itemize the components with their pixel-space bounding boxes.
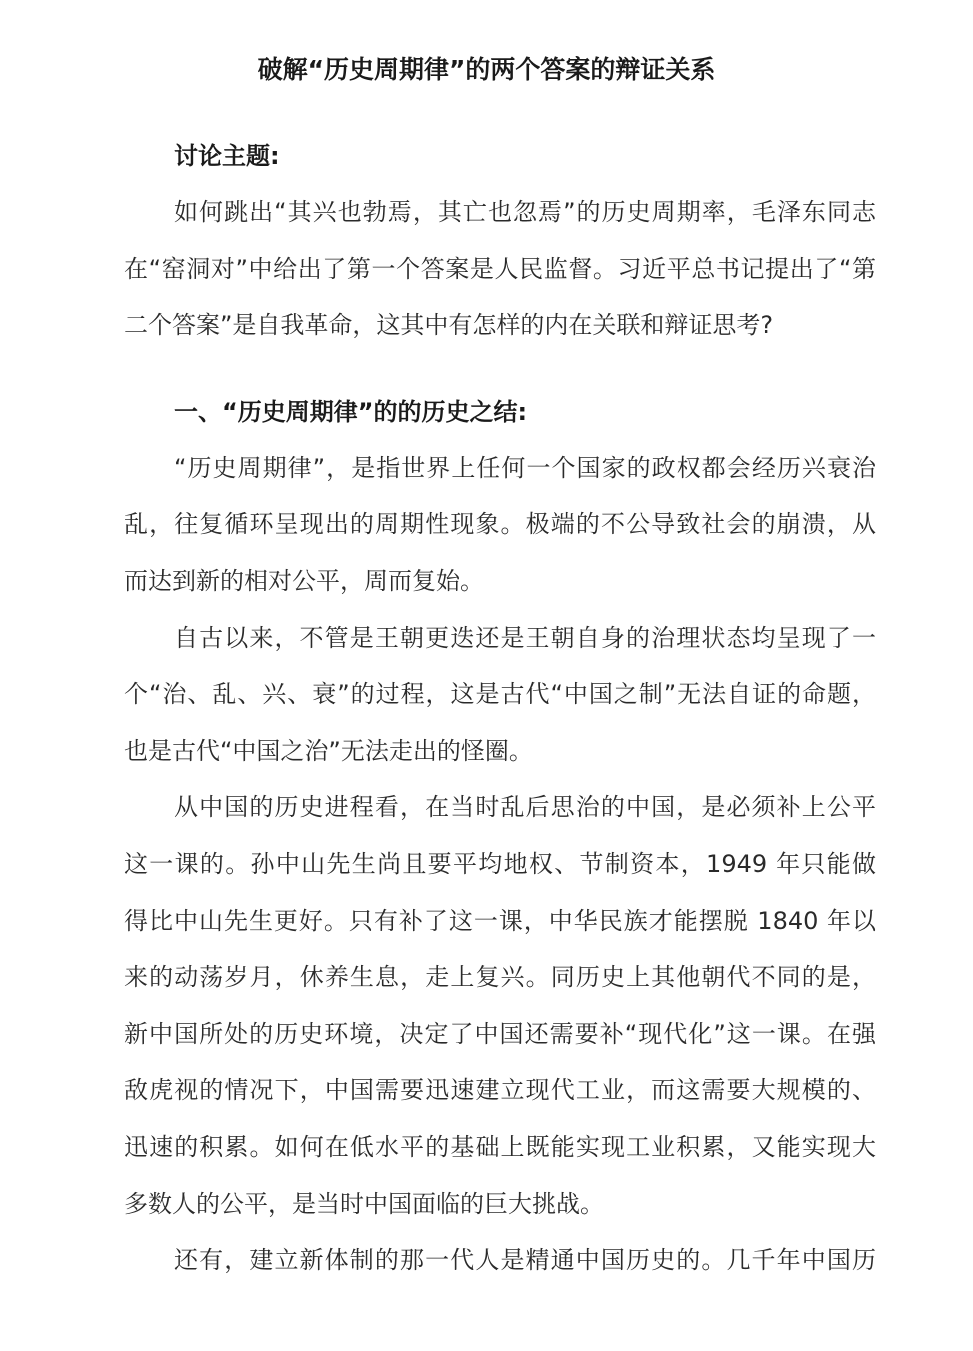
section-spacer (124, 354, 876, 384)
document-title: 破解“历史周期律”的两个答案的辩证关系 (257, 55, 716, 84)
text-line: 而达到新的相对公平，周而复始。 (124, 566, 484, 595)
paragraph-4 (124, 1232, 876, 1289)
text-line: 自古以来，不管是王朝更迭还是王朝自身的治理状态均呈现了一 (174, 623, 876, 652)
text-line: 得比中山先生更好。只有补了这一课，中华民族才能摆脱 1840 年以 (124, 906, 876, 935)
text-line: 二个答案”是自我革命，这其中有怎样的内在关联和辩证思考? (124, 311, 774, 340)
text-line: 这一课的。孙中山先生尚且要平均地权、节制资本，1949 年只能做 (124, 849, 876, 878)
text-line: 也是古代“中国之治”无法走出的怪圈。 (124, 736, 533, 765)
text-line: 在“窑洞对”中给出了第一个答案是人民监督。习近平总书记提出了“第 (124, 254, 876, 283)
text-line: 如何跳出“其兴也勃焉，其亡也忽焉”的历史周期率，毛泽东同志 (174, 198, 876, 226)
paragraph-1 (124, 440, 876, 610)
text-line: “历史周期律”，是指世界上任何一个国家的政权都会经历兴衰治 (174, 453, 876, 482)
paragraph-2 (124, 610, 876, 780)
text-line: 敌虎视的情况下，中国需要迅速建立现代工业，而这需要大规模的、 (124, 1076, 876, 1105)
text-line: 从中国的历史进程看，在当时乱后思治的中国，是必须补上公平 (174, 793, 876, 822)
text-line: 迅速的积累。如何在低水平的基础上既能实现工业积累，又能实现大 (124, 1132, 876, 1161)
text-line: 新中国所处的历史环境，决定了中国还需要补“现代化”这一课。在强 (124, 1019, 876, 1048)
discussion-paragraph (124, 184, 876, 354)
section1-heading: 一、“历史周期律”的的历史之结: (174, 397, 528, 426)
paragraph-3 (124, 779, 876, 1232)
document-body (124, 128, 876, 1289)
text-line: 多数人的公平，是当时中国面临的巨大挑战。 (124, 1189, 604, 1218)
text-line: 还有，建立新体制的那一代人是精通中国历史的。几千年中国历 (174, 1246, 876, 1275)
text-line: 来的动荡岁月，休养生息，走上复兴。同历史上其他朝代不同的是， (124, 963, 876, 992)
discussion-heading: 讨论主题: (174, 142, 280, 170)
text-line: 个“治、乱、兴、衰”的过程，这是古代“中国之制”无法自证的命题， (124, 680, 876, 709)
text-line: 乱，往复循环呈现出的周期性现象。极端的不公导致社会的崩溃，从 (124, 510, 876, 539)
